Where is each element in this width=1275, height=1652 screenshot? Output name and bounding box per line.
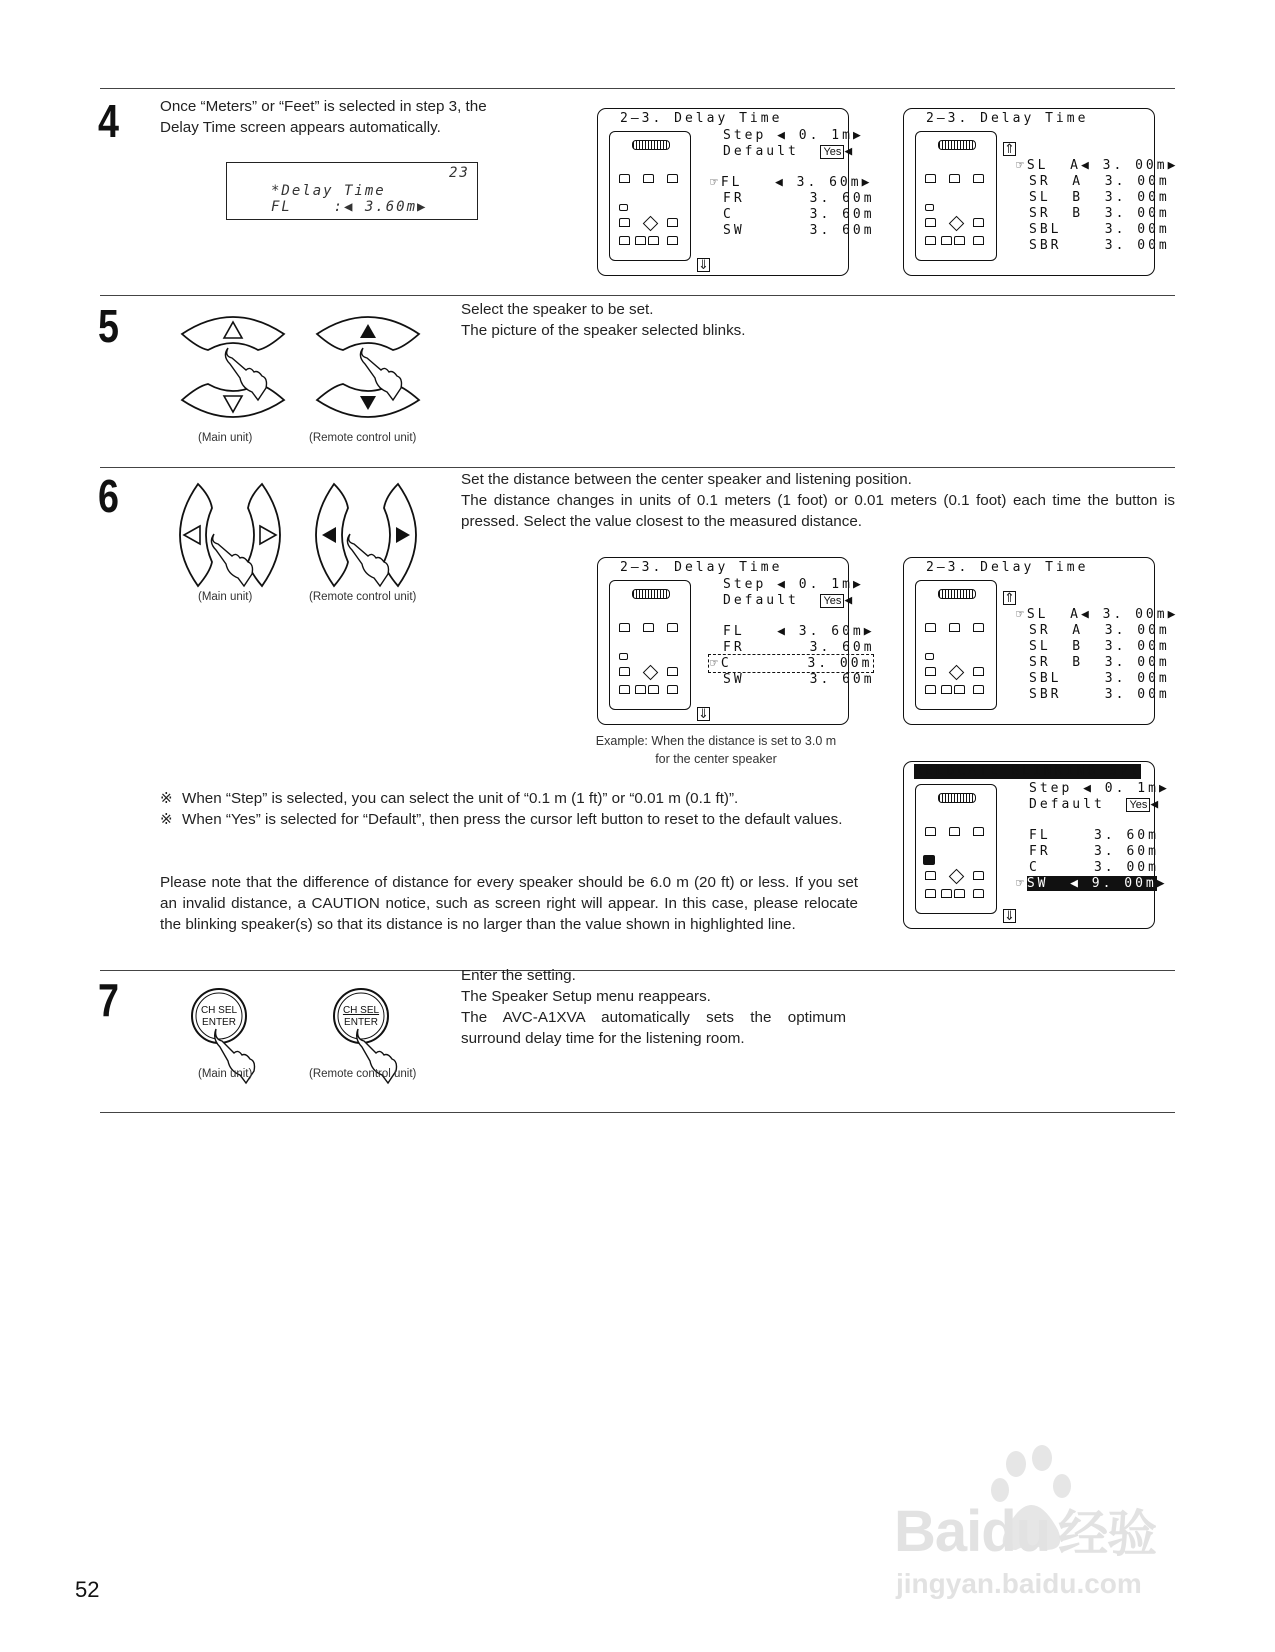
rule-bottom (100, 1112, 1175, 1113)
caption-main-unit: (Main unit) (198, 1068, 253, 1080)
step-number-6: 6 (98, 470, 119, 522)
rule-step6 (100, 467, 1175, 468)
osd-delay-time-surround: 2—3. Delay Time ⇑ ☞SL A◀ 3. 00m▶ SR A 3. 00m SL B 3. 00m SR B 3. 00m SBL 3. 00m SBR 3. 00m (903, 557, 1155, 725)
rule-top (100, 88, 1175, 89)
note-step-unit: ※ When “Step” is selected, you can select the unit of “0.1 m (1 ft)” or “0.01 m (0.1 ft)”. (160, 790, 739, 807)
page-number: 52 (75, 1577, 100, 1602)
svg-text:ENTER: ENTER (202, 1017, 236, 1028)
svg-text:CH SEL: CH SEL (200, 1005, 238, 1016)
osd-delay-time-surround: 2—3. Delay Time ⇑ ☞SL A◀ 3. 00m▶ SR A 3. 00m SL B 3. 00m SR B 3. 00m SBL 3. 00m SBR 3. 00m (903, 108, 1155, 276)
scroll-down-icon: ⇓ (698, 258, 709, 273)
osd-caution-relocate: RELOCATE BLINKING SP! Step ◀ 0. 1m▶ Default Yes ◀ FL 3. 60m FR 3. 60m C 3. 00m ☞SW ◀ 9. 00m▶ ⇓ (903, 761, 1155, 929)
baidu-watermark: Baidu 经验 jingyan.baidu.com (896, 1440, 1196, 1620)
remote-up-down-buttons (313, 308, 423, 428)
step7-text: Enter the setting. The Speaker Setup menu reappears. The AVC-A1XVA automatically sets the optimum surround delay time for the listening room. (461, 967, 846, 1047)
caption-remote-unit: (Remote control unit) (309, 1068, 417, 1080)
speaker-layout-icon (609, 580, 691, 710)
caption-main-unit: (Main unit) (198, 591, 253, 603)
step4-text: Once “Meters” or “Feet” is selected in step 3, the Delay Time screen appears automatically. (160, 98, 487, 136)
step6-text: Set the distance between the center speaker and listening position. The distance changes in units of 0.1 meters (1 foot) or 0.01 meters (0.1 foot) each time the button is pressed. Select the value closest to the measured distance. (461, 471, 1175, 530)
note-default-reset: ※ When “Yes” is selected for “Default”, then press the cursor left button to reset to the default values. (160, 811, 843, 828)
hand-pointer-icon (211, 534, 252, 586)
scroll-up-icon: ⇑ (1004, 142, 1015, 157)
step-number-4: 4 (98, 95, 119, 147)
speaker-layout-icon (915, 580, 997, 710)
speaker-layout-icon (915, 131, 997, 261)
rule-step5 (100, 295, 1175, 296)
osd-delay-time-front: 2—3. Delay Time Step ◀ 0. 1m▶ Default Yes ◀ ☞FL ◀ 3. 60m▶ FR 3. 60m C 3. 60m SW 3. 60m ⇓ (597, 108, 849, 276)
step5-text: Select the speaker to be set. The picture of the speaker selected blinks. (461, 301, 746, 339)
example-caption: Example: When the distance is set to 3.0 m for the center speaker (595, 734, 837, 766)
caption-remote-unit: (Remote control unit) (309, 591, 417, 603)
scroll-up-icon: ⇑ (1004, 591, 1015, 606)
osd-delay-time-front-center-set: 2—3. Delay Time Step ◀ 0. 1m▶ Default Yes ◀ FL ◀ 3. 60m▶ FR 3. 60m ☞C 3. 00m SW 3. 60m ⇓ (597, 557, 849, 725)
main-unit-left-right-buttons (170, 480, 290, 590)
caption-remote-unit: (Remote control unit) (309, 432, 417, 444)
svg-text:CH SEL: CH SEL (342, 1005, 380, 1016)
step-number-7: 7 (98, 974, 119, 1026)
speaker-layout-icon (915, 784, 997, 914)
step-number-5: 5 (98, 300, 119, 352)
caption-main-unit: (Main unit) (198, 432, 253, 444)
step6-paragraph: Please note that the difference of distance for every speaker should be 6.0 m (20 ft) or less. If you set an invalid distance, a CAUTION notice, such as screen right will appear. In this case, please relocate the blinking speaker(s) so that its distance is no larger than the value shown in highlighted line. (160, 874, 858, 933)
front-panel-display: 23 *Delay Time FL :◀ 3.60m▶ (226, 162, 478, 220)
svg-text:ENTER: ENTER (344, 1017, 378, 1028)
speaker-layout-icon (609, 131, 691, 261)
main-unit-up-down-buttons (178, 308, 288, 428)
scroll-down-icon: ⇓ (698, 707, 709, 722)
scroll-down-icon: ⇓ (1004, 909, 1015, 924)
hand-pointer-icon (347, 534, 388, 586)
remote-left-right-buttons (306, 480, 426, 590)
